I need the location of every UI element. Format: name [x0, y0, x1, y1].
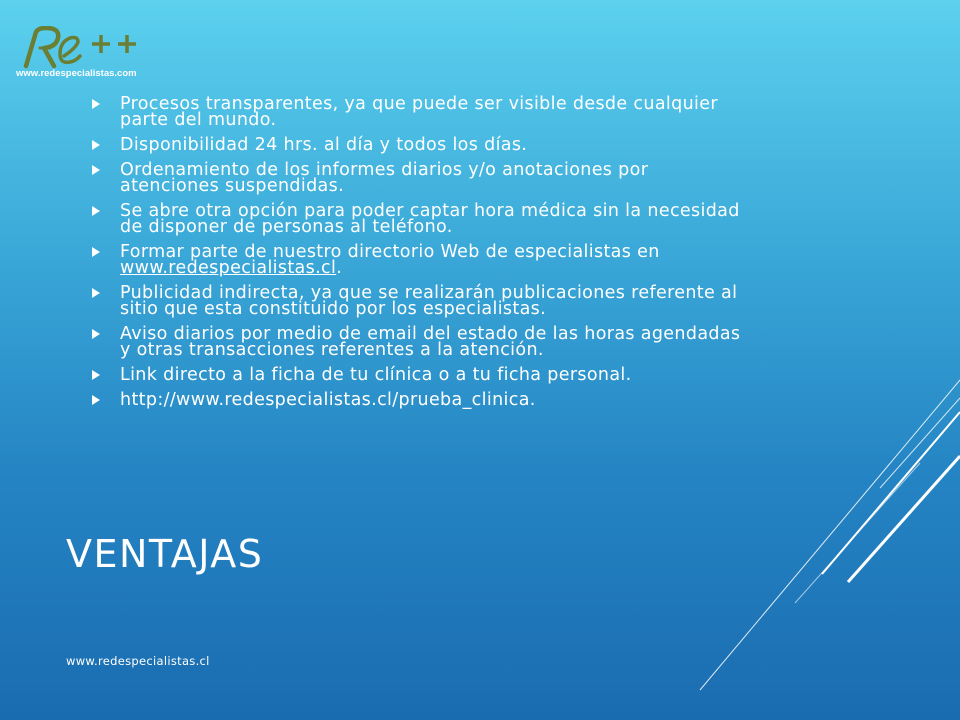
bullet-text: Disponibilidad 24 hrs. al día y todos los días.: [120, 135, 528, 155]
bullet-text: Publicidad indirecta, ya que se realizarán publicaciones referente al sitio que esta constituido por los especialistas.: [120, 283, 738, 319]
bullet-text: Se abre otra opción para poder captar hora médica sin la necesidad de disponer de personas al teléfono.: [120, 201, 740, 237]
logo-url: www.redespecialistas.com: [16, 68, 137, 79]
bullet-text: Ordenamiento de los informes diarios y/o anotaciones por atenciones suspendidas.: [120, 160, 649, 196]
bullet-item: [92, 326, 752, 358]
bullet-text-end: .: [336, 258, 343, 278]
footer-url: www.redespecialistas.cl: [66, 654, 210, 668]
triangle-bullet-icon: [92, 206, 100, 216]
triangle-bullet-icon: [92, 288, 100, 298]
bullet-text: Formar parte de nuestro directorio Web de especialistas en: [120, 242, 660, 262]
bullet-item: [92, 392, 752, 408]
triangle-bullet-icon: [92, 99, 100, 109]
bullet-text: http://www.redespecialistas.cl/prueba_clinica.: [120, 390, 536, 410]
slide-title: VENTAJAS: [66, 532, 264, 576]
bullet-item: [92, 162, 752, 194]
triangle-bullet-icon: [92, 165, 100, 175]
triangle-bullet-icon: [92, 370, 100, 380]
bullet-item: [92, 285, 752, 317]
bullet-text: Aviso diarios por medio de email del estado de las horas agendadas y otras transacciones referentes a la atención.: [120, 324, 741, 360]
triangle-bullet-icon: [92, 140, 100, 150]
triangle-bullet-icon: [92, 329, 100, 339]
logo-mark-icon: [20, 26, 150, 70]
bullet-item: [92, 244, 752, 276]
bullet-list: [92, 96, 752, 417]
logo: [14, 26, 154, 82]
bullet-item: [92, 137, 752, 153]
bullet-item: [92, 96, 752, 128]
bullet-item: [92, 203, 752, 235]
triangle-bullet-icon: [92, 395, 100, 405]
bullet-text: Link directo a la ficha de tu clínica o a tu ficha personal.: [120, 365, 632, 385]
directory-link[interactable]: www.redespecialistas.cl: [120, 258, 337, 278]
triangle-bullet-icon: [92, 247, 100, 257]
bullet-text: Procesos transparentes, ya que puede ser visible desde cualquier parte del mundo.: [120, 94, 718, 130]
bullet-item: [92, 367, 752, 383]
